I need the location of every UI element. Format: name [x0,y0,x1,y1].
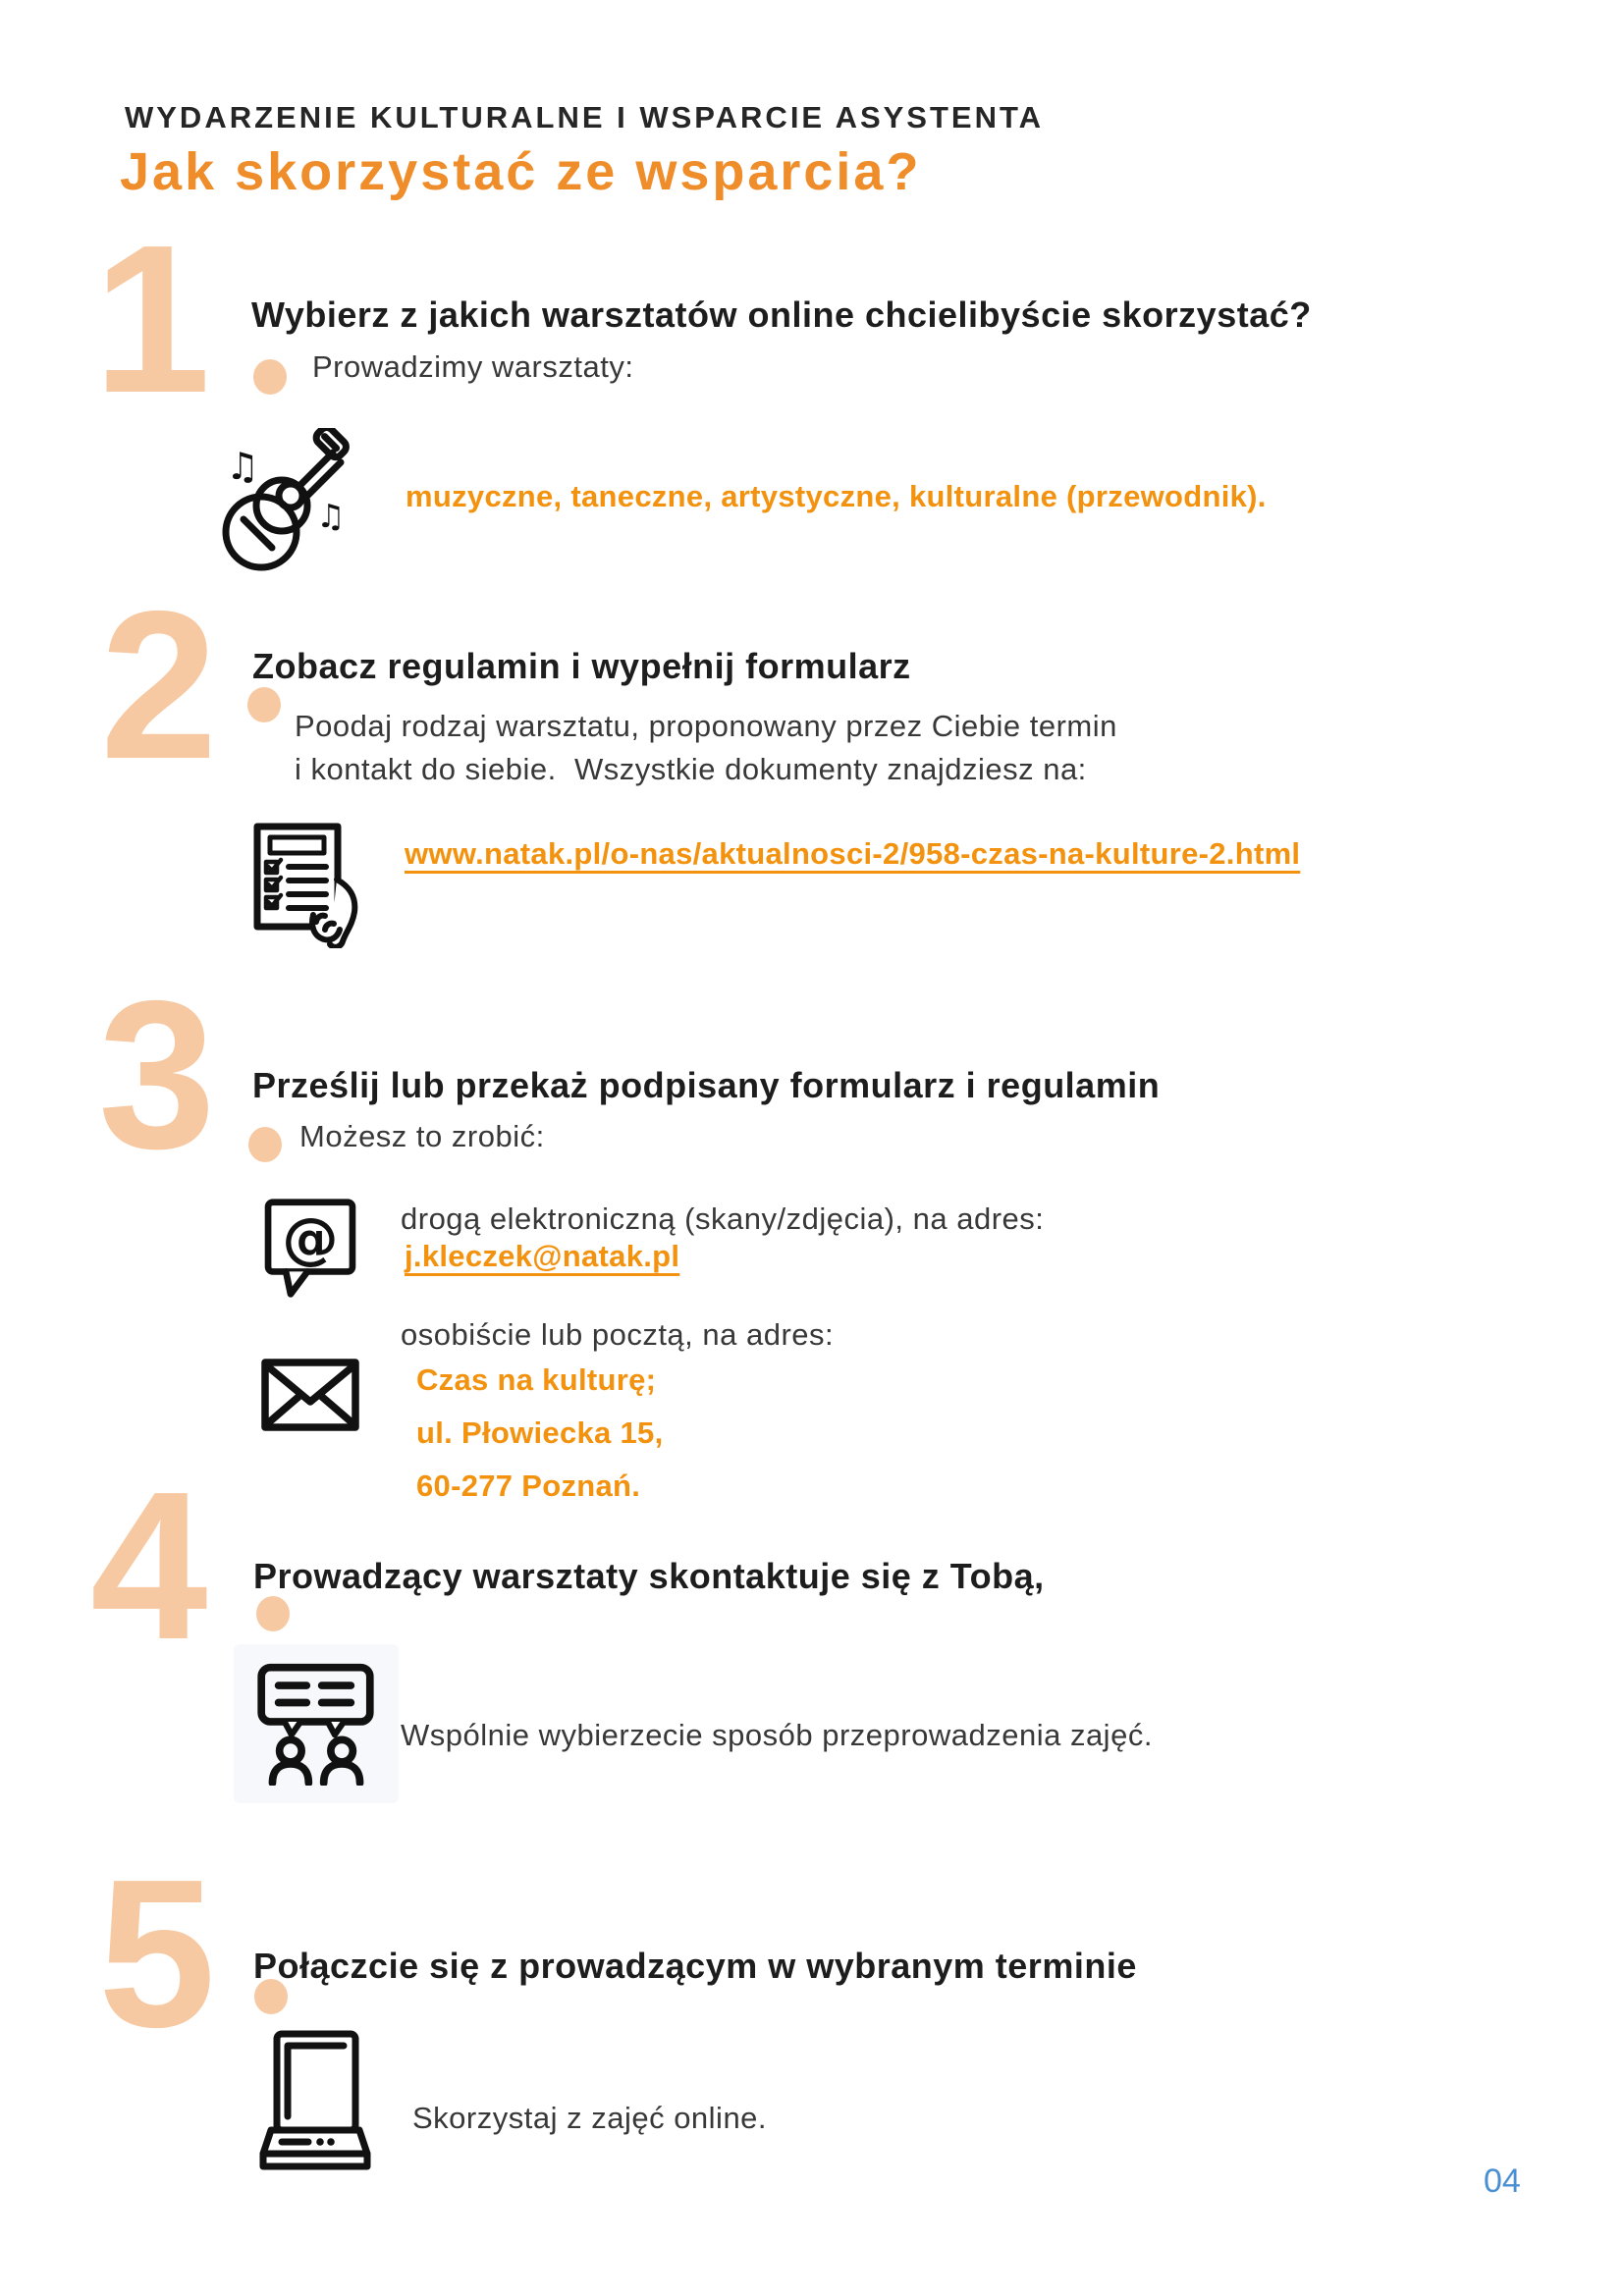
step-lead-line: i kontakt do siebie. Wszystkie dokumenty znajdziesz na: [295,752,1087,786]
workshop-types-text: muzyczne, taneczne, artystyczne, kulturalne (przewodnik). [406,479,1267,513]
page-number: 04 [1484,2163,1521,2200]
step-title: Prześlij lub przekaż podpisany formularz i regulamin [252,1065,1161,1105]
step-lead: Prowadzimy warsztaty: [312,349,634,384]
step-dot [256,1596,290,1631]
step-number: 5 [98,1835,216,2071]
post-option-label: osobiście lub pocztą, na adres: [401,1317,835,1352]
step-detail: Wspólnie wybierzecie sposób przeprowadzenia zajęć. [401,1718,1153,1752]
step-lead: Możesz to zrobić: [299,1119,545,1153]
step-dot [248,1127,282,1162]
step-title: Prowadzący warsztaty skontaktuje się z Tobą, [253,1556,1045,1596]
step-number: 1 [93,200,211,437]
step-title: Połączcie się z prowadzącym w wybranym terminie [253,1946,1137,1986]
step-dot [253,359,287,395]
workshop-documents-link[interactable]: www.natak.pl/o-nas/aktualnosci-2/958-czas-na-kulture-2.html [405,836,1301,871]
guitar-icon [216,428,363,575]
music-note-icon: ♫ [316,497,346,535]
address-line: ul. Płowiecka 15, [416,1415,664,1450]
form-icon [253,821,361,948]
at-glyph: @ [282,1205,339,1272]
step-number: 2 [100,566,218,803]
email-at-bubble-icon [261,1198,359,1301]
header-eyebrow: WYDARZENIE KULTURALNE I WSPARCIE ASYSTENTA [125,100,1045,134]
music-note-icon: ♫ [226,445,260,488]
step-title: Wybierz z jakich warsztatów online chcielibyście skorzystać? [251,294,1312,335]
laptop-icon [257,2030,373,2177]
step-lead-line: Poodaj rodzaj warsztatu, proponowany przez Ciebie termin [295,709,1117,743]
people-conversation-icon [234,1644,399,1803]
address-line: Czas na kulturę; [416,1362,657,1397]
envelope-icon [261,1359,359,1431]
step-number: 4 [90,1447,208,1683]
address-line: 60-277 Poznań. [416,1468,641,1503]
email-option-label: drogą elektroniczną (skany/zdjęcia), na adres: [401,1201,1045,1236]
step-number: 3 [98,956,216,1193]
step-detail: Skorzystaj z zajęć online. [412,2101,768,2135]
step-dot [247,687,281,722]
step-title: Zobacz regulamin i wypełnij formularz [252,646,911,686]
email-link[interactable]: j.kleczek@natak.pl [405,1239,680,1273]
page-title: Jak skorzystać ze wsparcia? [120,142,922,201]
